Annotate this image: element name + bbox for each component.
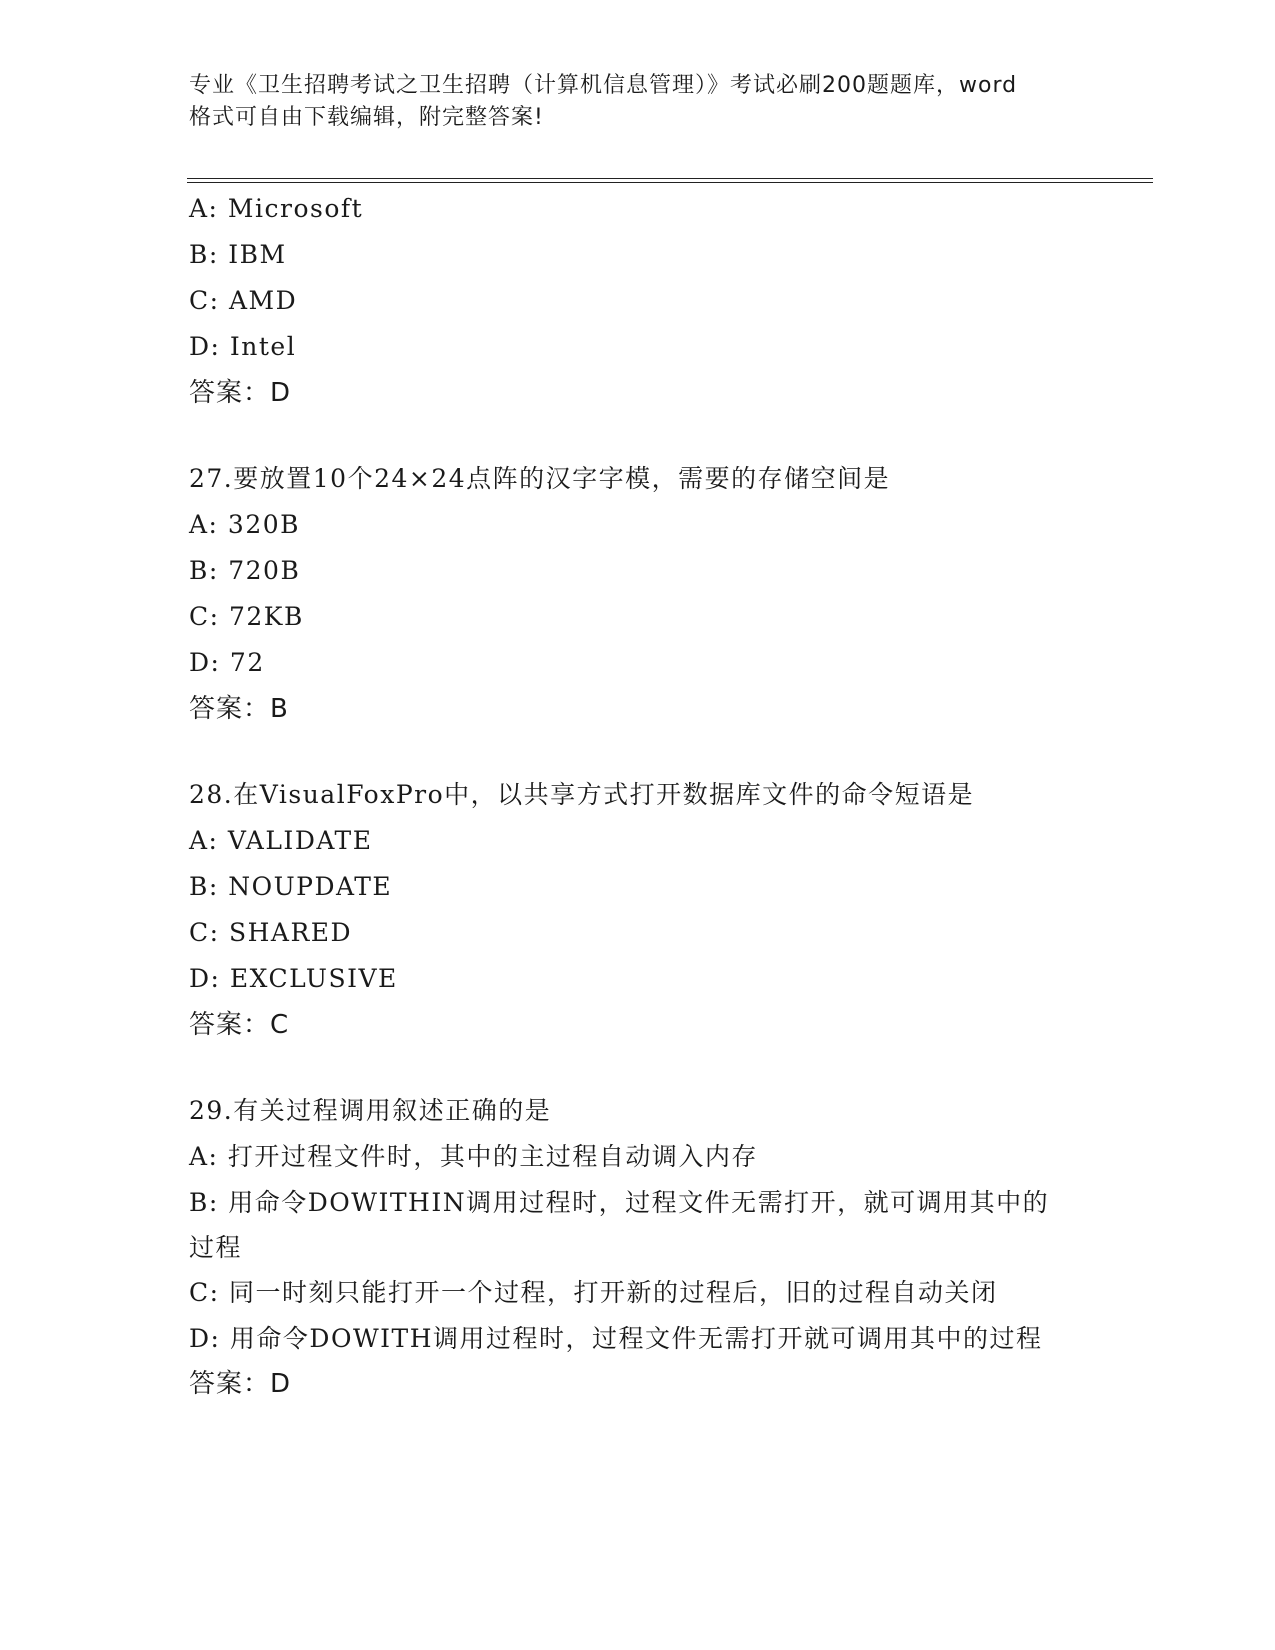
option-b: B: NOUPDATE <box>189 872 393 901</box>
option-b: B: IBM <box>189 240 287 269</box>
question-text: 29.有关过程调用叙述正确的是 <box>189 1096 552 1125</box>
option-d: D: EXCLUSIVE <box>189 964 398 993</box>
answer-label: 答案：D <box>189 1369 292 1399</box>
question-29 <box>189 1088 1089 1407</box>
option-b: B: 用命令DOWITHIN调用过程时，过程文件无需打开，就可调用其中的过程 <box>189 1188 1050 1262</box>
header-divider-top <box>187 178 1153 179</box>
header-line-1: 专业《卫生招聘考试之卫生招聘（计算机信息管理）》考试必刷200题题库，word <box>189 73 1018 98</box>
answer-label: 答案：D <box>189 378 292 408</box>
option-c: C: AMD <box>189 286 298 315</box>
option-b: B: 720B <box>189 556 301 585</box>
spacer <box>189 416 1089 456</box>
option-a: A: 打开过程文件时，其中的主过程自动调入内存 <box>189 1142 758 1171</box>
question-list <box>189 186 1089 1407</box>
question-26 <box>189 186 1089 416</box>
option-a: A: 320B <box>189 510 301 539</box>
header-divider-bottom <box>187 182 1153 183</box>
spacer <box>189 1048 1089 1088</box>
document-header <box>189 70 1089 134</box>
option-d: D: 用命令DOWITH调用过程时，过程文件无需打开就可调用其中的过程 <box>189 1324 1043 1353</box>
header-line-2: 格式可自由下载编辑，附完整答案! <box>189 105 544 130</box>
option-a: A: Microsoft <box>189 194 364 223</box>
option-c: C: 72KB <box>189 602 304 631</box>
answer-label: 答案：B <box>189 694 289 724</box>
question-27 <box>189 456 1089 732</box>
question-28 <box>189 772 1089 1048</box>
question-text: 28.在VisualFoxPro中，以共享方式打开数据库文件的命令短语是 <box>189 780 975 809</box>
option-c: C: 同一时刻只能打开一个过程，打开新的过程后，旧的过程自动关闭 <box>189 1278 998 1307</box>
question-text: 27.要放置10个24×24点阵的汉字字模，需要的存储空间是 <box>189 464 891 493</box>
answer-label: 答案：C <box>189 1010 290 1040</box>
spacer <box>189 732 1089 772</box>
option-c: C: SHARED <box>189 918 353 947</box>
option-d: D: Intel <box>189 332 297 361</box>
option-d: D: 72 <box>189 648 265 677</box>
option-a: A: VALIDATE <box>189 826 373 855</box>
